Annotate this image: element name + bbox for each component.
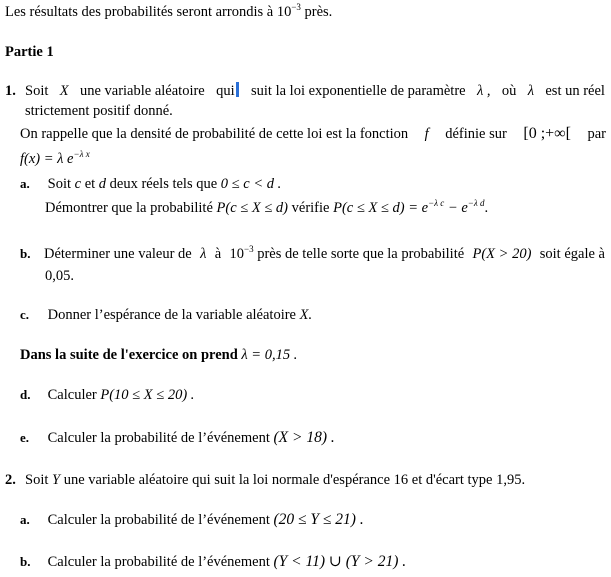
q1a-label: a.: [20, 176, 30, 191]
intro-line: [5, 3, 332, 21]
q2-number: 2.: [5, 472, 16, 488]
q1-line1: 1. Soit X une variable aléatoire qui suit la loi exponentielle de paramètre λ , où λ est un réel: [5, 83, 605, 99]
q1-line2: strictement positif donné.: [25, 103, 173, 119]
q2-line: 2. Soit Y une variable aléatoire qui suit la loi normale d'espérance 16 et d'écart type 1,95.: [5, 472, 526, 488]
q1-line3: On rappelle que la densité de probabilité de cette loi est la fonction f définie sur [0 ;+∞[ par: [20, 125, 606, 142]
q1-number: 1.: [5, 83, 16, 99]
suite-line: Dans la suite de l'exercice on prend λ = 0,15 .: [20, 347, 298, 363]
q1b-line2: 0,05.: [45, 268, 74, 284]
intro-tail: près.: [304, 4, 333, 20]
q2b-line: b. Calculer la probabilité de l’événement (Y < 11) ∪ (Y > 21) .: [20, 553, 407, 570]
intro-exponent: $10^{-3}$: [276, 2, 301, 20]
q1a-line1: a. Soit c et d deux réels tels que 0 ≤ c < d .: [20, 176, 282, 192]
q2b-label: b.: [20, 554, 31, 569]
q1a-line2: Démontrer que la probabilité P(c ≤ X ≤ d) vérifie $P(c \le X \le d) = e^{-\lambda c} - e^{-\lambda d}$.: [45, 198, 489, 216]
q1d-label: d.: [20, 387, 31, 402]
interval: [0 ;+∞[: [523, 125, 571, 142]
q1b-line1: b. Déterminer une valeur de λ à $10^{-3}$ près de telle sorte que la probabilité P(X > 20) soit égale à: [20, 244, 605, 262]
q1b-label: b.: [20, 246, 31, 261]
text-cursor: [236, 82, 239, 97]
q2a-label: a.: [20, 512, 30, 527]
q1c-label: c.: [20, 307, 30, 322]
section-title: Partie 1: [5, 44, 54, 60]
density-formula: f(x) = λ $e^{-\lambda x}$: [20, 149, 90, 167]
q2a-line: a. Calculer la probabilité de l’événement (20 ≤ Y ≤ 21) .: [20, 511, 364, 528]
q1e-label: e.: [20, 430, 30, 445]
intro-text: Les résultats des probabilités seront arrondis à: [5, 4, 274, 20]
q1e-line: e. Calculer la probabilité de l’événement (X > 18) .: [20, 429, 335, 446]
q1d-line: d. Calculer P(10 ≤ X ≤ 20) .: [20, 387, 195, 403]
q1c-line: c. Donner l’espérance de la variable aléatoire X.: [20, 307, 313, 323]
